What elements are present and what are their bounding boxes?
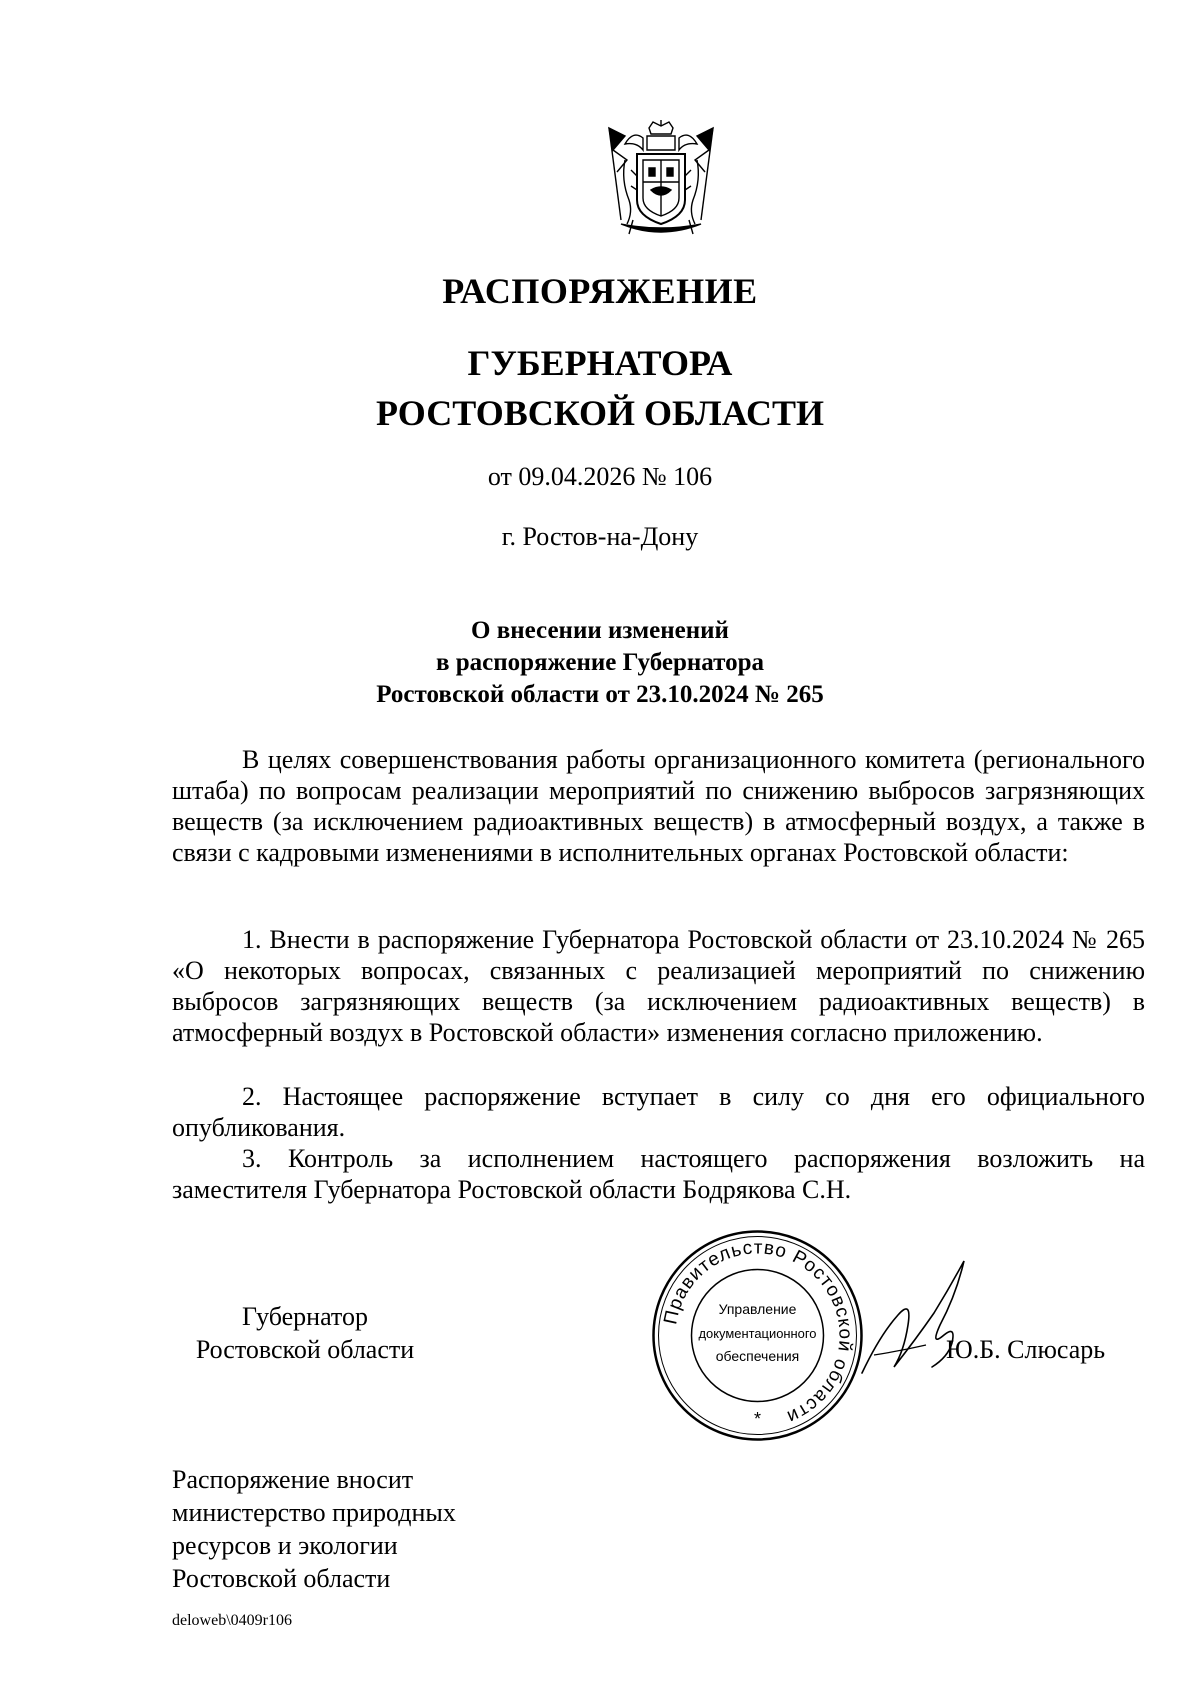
- issuer-title: [0, 338, 1200, 438]
- subject-line-1: О внесении изменений: [471, 617, 729, 644]
- stamp-center-line-1: Управление: [718, 1301, 797, 1317]
- submitted-by-line-4: Ростовской области: [172, 1564, 391, 1593]
- coat-of-arms-icon: [603, 120, 719, 240]
- stamp-ring-text: Правительство Ростовской области: [660, 1237, 856, 1428]
- stamp-star: *: [753, 1409, 762, 1429]
- official-stamp: [650, 1228, 865, 1443]
- signer-position-line-1: Губернатор: [242, 1302, 368, 1331]
- signer-name: Ю.Б. Слюсарь: [946, 1335, 1106, 1364]
- document-file-code: deloweb\0409r106: [172, 1612, 292, 1629]
- submitted-by: [172, 1463, 456, 1595]
- signer-position-line-2: Ростовской области: [195, 1335, 415, 1364]
- submitted-by-line-1: Распоряжение вносит: [172, 1465, 414, 1494]
- city: г. Ростов-на-Дону: [501, 522, 699, 551]
- clause-2: 2. Настоящее распоряжение вступает в силу со дня его официального опубликования.: [172, 1082, 1145, 1142]
- stamp-center-line-2: документационного: [698, 1326, 817, 1341]
- submitted-by-line-3: ресурсов и экологии: [172, 1531, 398, 1560]
- date-and-number: от 09.04.2026 № 106: [487, 462, 713, 491]
- stamp-center-line-3: обеспечения: [715, 1348, 800, 1364]
- subject-heading: [0, 615, 1200, 711]
- submitted-by-line-2: министерство природных: [172, 1498, 456, 1527]
- intro-paragraph: В целях совершенствования работы организационного комитета (регионального штаба) по вопросам реализации мероприятий по снижению выбросов загрязняющих веществ (за исключением радиоактивных веществ) в атмосферный воздух, а также в связи с кадровыми изменениями в исполнительных органах Ростовской области:: [172, 745, 1145, 867]
- clause-3: 3. Контроль за исполнением настоящего распоряжения возложить на заместителя Губернатора Ростовской области Бодрякова С.Н.: [172, 1144, 1145, 1204]
- signer-position: [180, 1300, 430, 1366]
- document-type-title: РАСПОРЯЖЕНИЕ: [442, 271, 758, 311]
- subject-line-3: Ростовской области от 23.10.2024 № 265: [376, 681, 824, 708]
- handwritten-signature: [860, 1255, 980, 1385]
- subject-line-2: в распоряжение Губернатора: [435, 649, 765, 676]
- issuer-line-2: РОСТОВСКОЙ ОБЛАСТИ: [376, 393, 824, 433]
- clause-1: 1. Внести в распоряжение Губернатора Ростовской области от 23.10.2024 № 265 «О некоторых вопросах, связанных с реализацией мероприятий по снижению выбросов загрязняющих веществ (за исключением радиоактивных веществ) в атмосферный воздух в Ростовской области» изменения согласно приложению.: [172, 925, 1145, 1047]
- issuer-line-1: ГУБЕРНАТОРА: [467, 343, 733, 383]
